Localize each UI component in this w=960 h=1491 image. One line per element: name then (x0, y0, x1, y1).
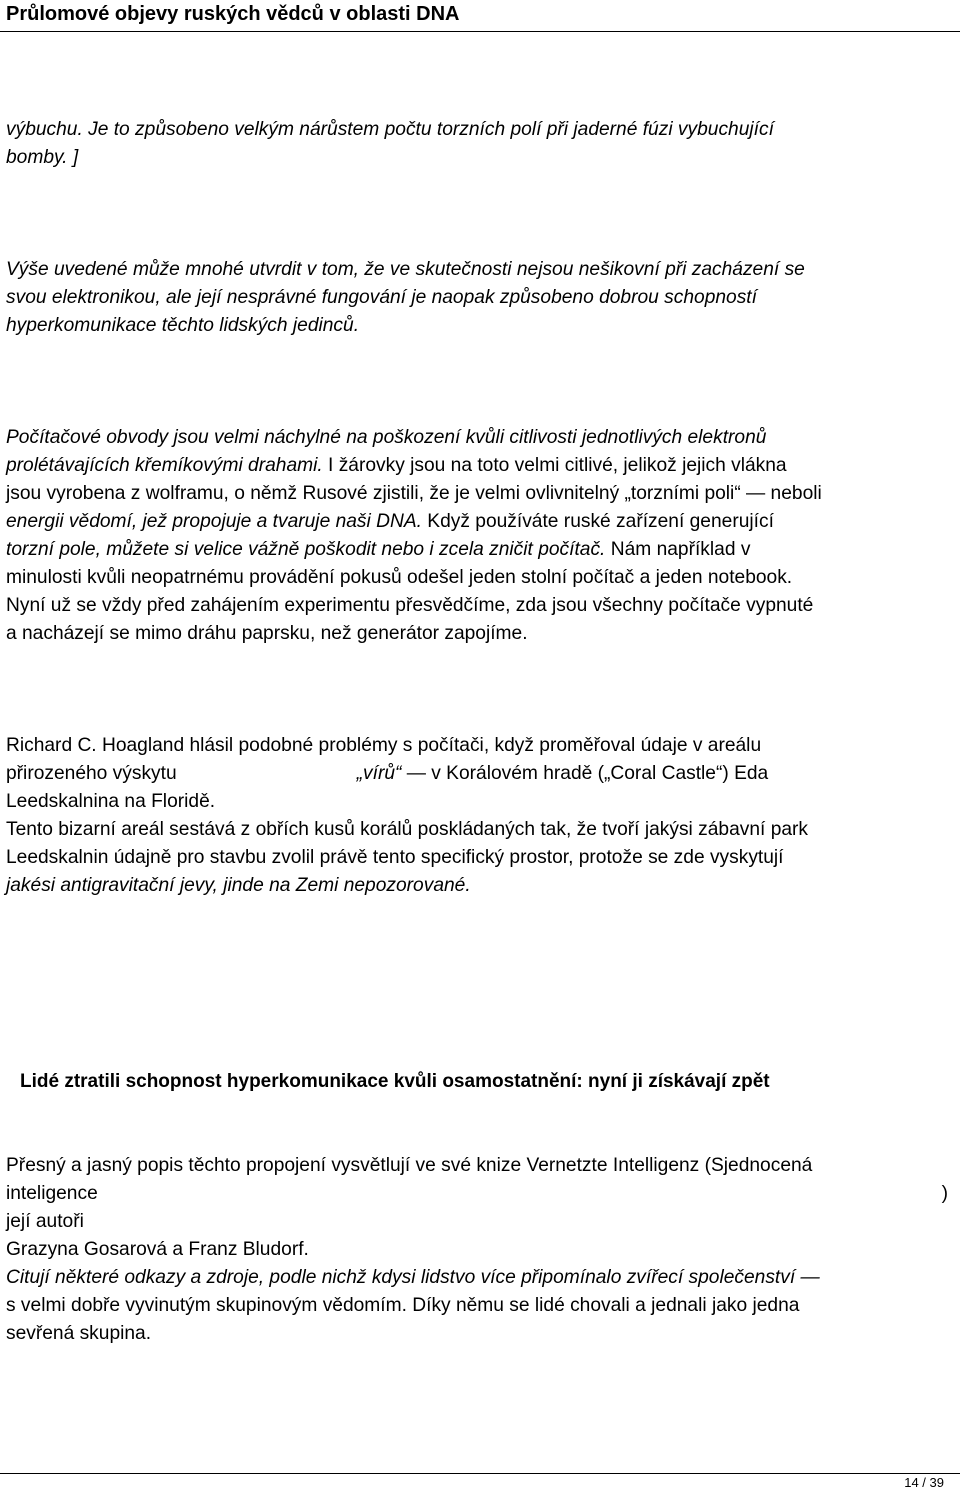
paragraph-3 (6, 424, 956, 648)
text-line: Počítačové obvody jsou velmi náchylné na poškození kvůli citlivosti jednotlivých elektronů (6, 427, 767, 448)
text-line: Leedskalnin údajně pro stavbu zvolil právě tento specifický prostor, protože se zde vyskytují (6, 847, 784, 868)
page-header (0, 0, 960, 32)
text-line: Tento bizarní areál sestává z obřích kusů korálů poskládaných tak, že tvoří jakýsi zábavní park (6, 819, 809, 840)
text-line: Grazyna Gosarová a Franz Bludorf. (6, 1239, 309, 1260)
text-italic: torzní pole, můžete si velice vážně poškodit nebo i zcela zničit počítač. (6, 539, 606, 560)
text-line: výbuchu. Je to způsobeno velkým nárůstem počtu torzních polí při jaderné fúzi vybuchující (6, 119, 774, 140)
text-run: I žárovky jsou na toto velmi citlivé, jelikož jejich vlákna (322, 455, 787, 476)
text-line: svou elektronikou, ale její nesprávné fungování je naopak způsobeno dobrou schopností (6, 287, 757, 308)
text-line: Výše uvedené může mnohé utvrdit v tom, že ve skutečnosti nejsou nešikovní při zacházení se (6, 259, 805, 280)
text-line: hyperkomunikace těchto lidských jedinců. (6, 315, 360, 336)
text-line: minulosti kvůli neopatrnému provádění pokusů odešel jeden stolní počítač a jeden notebook. (6, 567, 793, 588)
text-run: přirozeného výskytu (6, 763, 177, 784)
text-run: ) (941, 1183, 948, 1204)
text-line: sevřená skupina. (6, 1323, 152, 1344)
paragraph-5 (6, 1152, 956, 1348)
footer-rule (0, 1473, 960, 1474)
text-line: s velmi dobře vyvinutým skupinovým vědomím. Díky němu se lidé chovali a jednali jako jedna (6, 1295, 800, 1316)
text-line: bomby. ] (6, 147, 79, 168)
text-line: Richard C. Hoagland hlásil podobné problémy s počítači, když proměřoval údaje v areálu (6, 735, 762, 756)
text-line: a nacházejí se mimo dráhu paprsku, než generátor zapojíme. (6, 623, 528, 644)
section-heading: Lidé ztratili schopnost hyperkomunikace kvůli osamostatnění: nyní ji získávají zpět (20, 1071, 770, 1092)
text-line (6, 536, 956, 564)
page-number: 14 / 39 (904, 1475, 944, 1490)
text-line (6, 452, 956, 480)
text-run: Nám například v (605, 539, 751, 560)
paragraph-2 (6, 256, 956, 340)
text-line: Leedskalnina na Floridě. (6, 791, 216, 812)
document-title: Průlomové objevy ruských vědců v oblasti DNA (6, 3, 460, 25)
paragraph-4 (6, 732, 956, 900)
text-line (6, 1180, 956, 1208)
text-line (6, 508, 956, 536)
text-line: jakési antigravitační jevy, jinde na Zemi nepozorované. (6, 875, 471, 896)
text-line: její autoři (6, 1211, 84, 1232)
paragraph-1 (6, 116, 956, 172)
text-run: inteligence (6, 1183, 98, 1204)
text-italic: prolétávajících křemíkovými drahami. (6, 455, 323, 476)
text-italic: „vírů“ (356, 763, 402, 784)
text-italic: energii vědomí, jež propojuje a tvaruje naši DNA. (6, 511, 422, 532)
text-run: Když používáte ruské zařízení generující (421, 511, 774, 532)
text-line: Přesný a jasný popis těchto propojení vysvětlují ve své knize Vernetzte Intelligenz (Sjednocená (6, 1155, 813, 1176)
text-run: — v Korálovém hradě („Coral Castle“) Eda (401, 763, 769, 784)
text-line: Nyní už se vždy před zahájením experimentu přesvědčíme, zda jsou všechny počítače vypnuté (6, 595, 814, 616)
text-line: Citují některé odkazy a zdroje, podle nichž kdysi lidstvo více připomínalo zvířecí společenství — (6, 1267, 820, 1288)
text-line (6, 760, 956, 788)
text-line: jsou vyrobena z wolframu, o němž Rusové zjistili, že je velmi ovlivnitelný „torzními poli“ — neboli (6, 483, 822, 504)
